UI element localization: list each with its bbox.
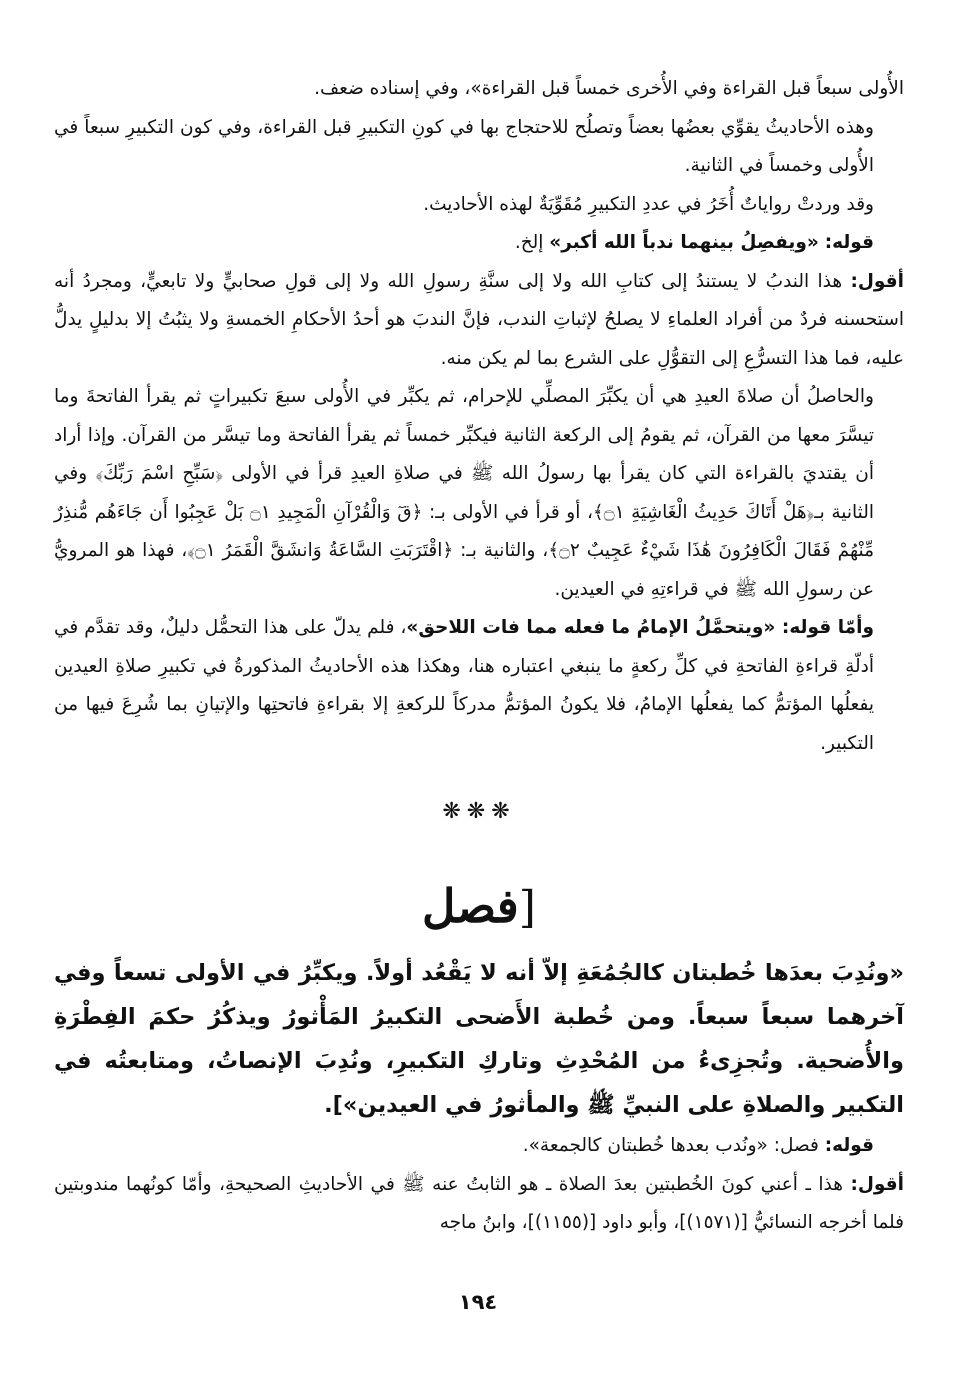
heading-text: فصل (422, 879, 519, 933)
lead-aqulu: أقول: (850, 270, 904, 292)
imam-text: ، فلم يدلّ على هذا التحمُّل دليلٌ، وقد تقدَّم في أدلّةِ قراءةِ الفاتحةِ في كلِّ ركعةٍ ما ينبغي اعتباره هنا، وهكذا هذه الأحاديثُ المذكورةُ في تكبيرِ صلاةِ العيدين يفعلُها المؤتمُّ كما يفعلُها الإمامُ، فلا يكونُ المؤتمُّ مدركاً للركعةِ إلا بقراءةِ فاتحتِها والإتيانِ بما شُرِعَ فيها من التكبير. (54, 617, 874, 754)
lead-qawluhu: قوله: (824, 232, 874, 253)
section-heading (54, 861, 904, 951)
paragraph-fasl-quote (54, 1127, 904, 1166)
page-number: ١٩٤ (458, 1290, 498, 1314)
paragraph-response-nadb (54, 263, 904, 379)
section-separator: ❋❋❋ (442, 799, 516, 824)
fasl-quote-text: فصل: «ونُدب بعدها خُطبتان كالجمعة». (522, 1135, 825, 1156)
paragraph-continuation: الأُولى سبعاً قبل القراءة وفي الأُخرى خمساً قبل القراءة»، وفي إسناده ضعف. (314, 78, 904, 99)
lead-qawluhu-fasl: قوله: (824, 1135, 874, 1156)
lead-aqulu-khutbah: أقول: (850, 1173, 904, 1195)
page-body (54, 70, 904, 1370)
paragraph-imam-bearing (54, 609, 904, 763)
matn-block: «ونُدِبَ بعدَها خُطبتان كالجُمُعَةِ إلاّ أنه لا يَقْعُد أولاً. ويكبِّرُ في الأولى تسعاً وفي آخرهما سبعاً سبعاً. ومن خُطبة الأَضحى التكبيرُ المَأْثورُ ويذكُرُ حكمَ الفِطْرَةِ والأُضحية. وتُجزِىءُ من المُحْدِثِ وتاركِ التكبيرِ، ونُدِبَ الإنصاتُ، ومتابعتُه في التكبير والصلاةِ على النبيِّ ﷺ والمأثورُ في العيدين»]. (54, 960, 904, 1118)
lead-amma-qawluhu: وأمّا قوله: (781, 617, 874, 638)
khutbah-response-text: هذا ـ أعني كونَ الخُطبتين بعدَ الصلاة ـ هو الثابتُ عنه ﷺ في الأحاديثِ الصحيحةِ، وأمّا كونُهما مندوبتين فلما أخرجه النسائيُّ [(١٥٧١)]، وأبو داود [(١١٥٥)]، وابنُ ماجه (54, 1173, 904, 1233)
heading-bracket: [ (518, 882, 536, 933)
paragraph-summary-eid-prayer: والحاصلُ أن صلاةَ العيدِ هي أن يكبِّرَ المصلِّي للإحرام، ثم يكبِّر في الأُولى سبعَ تكبيراتٍ ثم يقرأ الفاتحةَ وما تيسَّرَ معها من القرآن، ثم يقومُ إلى الركعة الثانية فيكبِّر خمساً ثم يقرأ الفاتحة وما تيسَّر من القرآن. وإذا أراد أن يقتديَ بالقراءة التي كان يقرأ بها رسولُ الله ﷺ في صلاةِ العيدِ قرأ في الأولى ﴿سَبِّحِ اسْمَ رَبِّكَ﴾ وفي الثانية بـ﴿هَلْ أَتَاكَ حَدِيثُ الْغَاشِيَةِ ۝١﴾، أو قرأ في الأولى بـ: ﴿قٓ وَالْقُرْآنِ الْمَجِيدِ ۝١ بَلْ عَجِبُوا أَن جَاءَهُم مُّنذِرٌ مِّنْهُمْ فَقَالَ الْكَافِرُونَ هَٰذَا شَيْءٌ عَجِيبٌ ۝٢﴾، والثانية بـ: ﴿اقْتَرَبَتِ السَّاعَةُ وَانشَقَّ الْقَمَرُ ۝١﴾، فهذا هو المرويُّ عن رسولِ الله ﷺ في قراءتِهِ في العيدين. (54, 386, 875, 600)
response-text: هذا الندبُ لا يستندُ إلى كتابِ الله ولا إلى سنَّةِ رسولِ الله ولا إلى قولِ صحابيٍّ ولا تابعيٍّ، ومجردُ أنه استحسنه فردٌ من أفراد العلماءِ لا يصلحُ لإثباتِ الندب، فإنَّ الندبَ هو أحدُ الأحكامِ الخمسةِ ولا يثبُتُ إلا بدليلٍ يدلُّ عليه، فما هذا التسرُّعِ إلى التقوُّلِ على الشرع بما لم يكن منه. (54, 270, 904, 369)
paragraph-quote-separation (54, 224, 904, 263)
quoted-matn: «ويفصِلُ بينهما ندباً الله أكبر» (549, 232, 819, 253)
paragraph-other-narrations: وقد وردتْ رواياتٌ أُخَرُ في عددِ التكبيرِ مُقَوِّيَةٌ لهذه الأحاديث. (423, 193, 874, 215)
paragraph-hadith-strength: وهذه الأحاديثُ يقوِّي بعضُها بعضاً وتصلُح للاحتجاج بها في كونِ التكبيرِ قبل القراءة، وفي كون التكبيرِ سبعاً في الأُولى وخمساً في الثانية. (54, 116, 874, 176)
paragraph-khutbah-response (54, 1166, 904, 1243)
quoted-matn-imam: «ويتحمَّلُ الإمامُ ما فعله مما فات اللاحق» (406, 617, 782, 638)
quote-tail: إلخ. (514, 232, 550, 253)
